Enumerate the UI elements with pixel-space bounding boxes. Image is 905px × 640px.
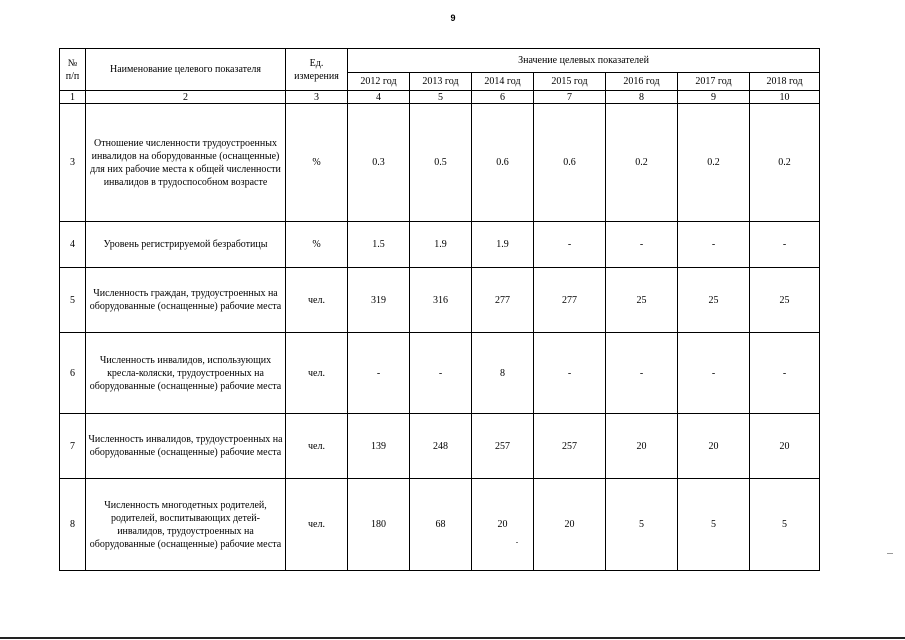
row-value: - — [348, 333, 410, 414]
row-value: 277 — [472, 268, 534, 333]
row-value: 180 — [348, 479, 410, 571]
row-value: 0.2 — [750, 104, 820, 222]
column-number: 9 — [678, 91, 750, 104]
column-number: 3 — [286, 91, 348, 104]
row-unit: чел. — [286, 414, 348, 479]
row-name: Численность граждан, трудоустроенных на оборудованные (оснащенные) рабочие места — [86, 268, 286, 333]
row-value: - — [606, 333, 678, 414]
row-unit: % — [286, 222, 348, 268]
column-numbers-row — [60, 91, 820, 104]
row-value: 277 — [534, 268, 606, 333]
row-value: 5 — [678, 479, 750, 571]
row-value: 248 — [410, 414, 472, 479]
row-num: 5 — [60, 268, 86, 333]
row-value: 319 — [348, 268, 410, 333]
column-number: 6 — [472, 91, 534, 104]
row-value: 5 — [606, 479, 678, 571]
row-value: 0.6 — [534, 104, 606, 222]
table-row — [60, 414, 820, 479]
row-value: - — [410, 333, 472, 414]
header-row — [60, 49, 820, 73]
row-value: - — [750, 222, 820, 268]
row-name: Отношение численности трудоустроенных инвалидов на оборудованные (оснащенные) для них рабочие места к общей численности инвалидов в трудоспособном возрасте — [86, 104, 286, 222]
header-values-group: Значение целевых показателей — [348, 49, 820, 73]
row-value: - — [750, 333, 820, 414]
row-unit: чел. — [286, 333, 348, 414]
row-value: - — [534, 333, 606, 414]
row-value: 1.9 — [472, 222, 534, 268]
table-row — [60, 104, 820, 222]
column-number: 1 — [60, 91, 86, 104]
header-num: № п/п — [60, 49, 86, 91]
row-value: - — [678, 222, 750, 268]
row-value: 20 — [750, 414, 820, 479]
header-name: Наименование целевого показателя — [86, 49, 286, 91]
table-row — [60, 479, 820, 571]
row-value: 0.2 — [606, 104, 678, 222]
row-name: Численность инвалидов, трудоустроенных на оборудованные (оснащенные) рабочие места — [86, 414, 286, 479]
header-unit: Ед. измерения — [286, 49, 348, 91]
row-name: Уровень регистрируемой безработицы — [86, 222, 286, 268]
row-value: 257 — [472, 414, 534, 479]
header-year: 2016 год — [606, 73, 678, 91]
row-value: - — [678, 333, 750, 414]
row-value: 257 — [534, 414, 606, 479]
row-unit: чел. — [286, 479, 348, 571]
row-num: 8 — [60, 479, 86, 571]
row-name: Численность многодетных родителей, родителей, воспитывающих детей-инвалидов, трудоустроенных на оборудованные (оснащенные) рабочие места — [86, 479, 286, 571]
row-value: 8 — [472, 333, 534, 414]
row-value: 1.5 — [348, 222, 410, 268]
table-row — [60, 268, 820, 333]
row-num: 3 — [60, 104, 86, 222]
row-value: 20 — [678, 414, 750, 479]
row-name: Численность инвалидов, использующих кресла-коляски, трудоустроенных на оборудованные (оснащенные) рабочие места — [86, 333, 286, 414]
scan-edge-mark — [887, 553, 893, 554]
row-num: 4 — [60, 222, 86, 268]
row-value: - — [534, 222, 606, 268]
row-value: 68 — [410, 479, 472, 571]
column-number: 10 — [750, 91, 820, 104]
row-value: 316 — [410, 268, 472, 333]
row-value: 0.2 — [678, 104, 750, 222]
scan-speck — [516, 542, 518, 543]
row-value: 5 — [750, 479, 820, 571]
row-value: 20 — [472, 479, 534, 571]
column-number: 4 — [348, 91, 410, 104]
row-value: 0.3 — [348, 104, 410, 222]
row-value: 20 — [534, 479, 606, 571]
page-number: 9 — [450, 13, 456, 23]
row-value: 25 — [750, 268, 820, 333]
table-row — [60, 333, 820, 414]
target-indicators-table — [59, 48, 820, 571]
row-unit: чел. — [286, 268, 348, 333]
row-value: 0.5 — [410, 104, 472, 222]
column-number: 8 — [606, 91, 678, 104]
row-value: - — [606, 222, 678, 268]
header-year: 2017 год — [678, 73, 750, 91]
header-year: 2014 год — [472, 73, 534, 91]
row-value: 25 — [606, 268, 678, 333]
table-row — [60, 222, 820, 268]
header-year: 2015 год — [534, 73, 606, 91]
column-number: 7 — [534, 91, 606, 104]
column-number: 5 — [410, 91, 472, 104]
header-year: 2018 год — [750, 73, 820, 91]
column-number: 2 — [86, 91, 286, 104]
scan-bottom-edge — [0, 637, 905, 639]
row-value: 139 — [348, 414, 410, 479]
row-value: 25 — [678, 268, 750, 333]
row-value: 20 — [606, 414, 678, 479]
row-unit: % — [286, 104, 348, 222]
header-year: 2013 год — [410, 73, 472, 91]
row-value: 1.9 — [410, 222, 472, 268]
header-year: 2012 год — [348, 73, 410, 91]
row-value: 0.6 — [472, 104, 534, 222]
row-num: 7 — [60, 414, 86, 479]
row-num: 6 — [60, 333, 86, 414]
